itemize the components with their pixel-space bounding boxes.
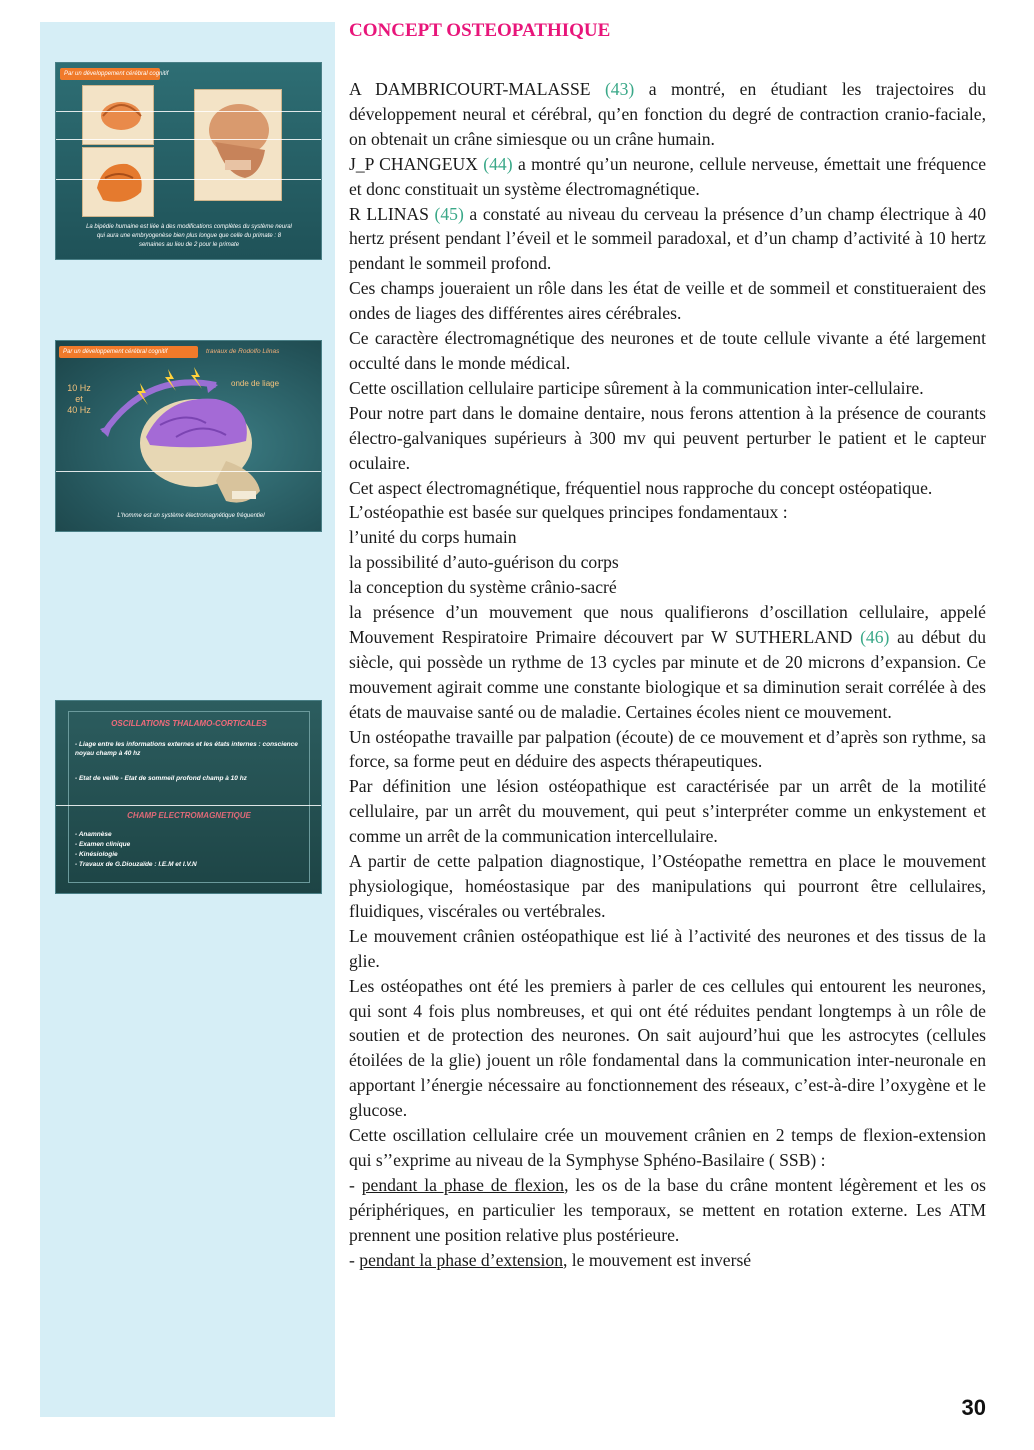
citation-link: (44) <box>483 153 513 174</box>
paragraph: - pendant la phase de flexion, les os de la base du crâne montent légèrement et les os périphériques, en particulier les temporaux, se mettent en rotation externe. Les ATM prennent une position relative plus postérieure. <box>349 1174 986 1245</box>
principle-item: l’unité du corps humain <box>349 527 517 548</box>
paragraph: - pendant la phase d’extension, le mouvement est inversé <box>349 1249 752 1270</box>
main-content <box>349 18 986 1273</box>
paragraph: J_P CHANGEUX (44) a montré qu’un neurone, cellule nerveuse, émettait une fréquence et donc constituait un système électromagnétique. <box>349 153 986 199</box>
slide-title: Par un développement cérébral cognitif <box>59 346 198 358</box>
paragraph: la présence d’un mouvement que nous qualifierons d’oscillation cellulaire, appelé Mouvement Respiratoire Primaire découvert par W SUTHERLAND (46) au début du siècle, qui possède un rythme de 13 cycles par minute et de 20 microns d’expansion. Ce mouvement agirait comme une constante biologique et sa diminution serait corrélée à des états de mauvaise santé ou de maladie. Certaines écoles nient ce mouvement. <box>349 602 986 722</box>
skull-brain-illustration <box>56 341 321 531</box>
paragraph: Ces champs joueraient un rôle dans les état de veille et de sommeil et constitueraient des ondes de liages des différentes aires cérébrales. <box>349 278 986 324</box>
underlined-phrase: pendant la phase de flexion <box>361 1174 565 1195</box>
paragraph: L’ostéopathie est basée sur quelques principes fondamentaux : <box>349 502 788 523</box>
hz-line-1: 10 Hz <box>67 383 91 393</box>
brain-illustration <box>83 148 153 216</box>
list-item: - Kinésiologie <box>75 851 118 858</box>
list-item: - Examen clinique <box>75 841 131 848</box>
skull-illustration <box>195 90 281 200</box>
page-number: 30 <box>961 1395 986 1420</box>
paragraph: Cette oscillation cellulaire crée un mouvement crânien en 2 temps de flexion-extension qui s’’exprime au niveau de la Symphyse Sphéno-Basilaire ( SSB) : <box>349 1125 986 1170</box>
embryo-panel-top <box>82 85 154 145</box>
paragraph: A partir de cette palpation diagnostique, l’Ostéopathe remettra en place le mouvement physiologique, homéostasique par des manipulations qui pourront être cellulaires, fluidiques, viscérales ou vertébrales. <box>349 851 986 921</box>
slide-title: OSCILLATIONS THALAMO-CORTICALES <box>111 719 267 728</box>
citation-link: (45) <box>434 203 464 224</box>
list-item: - Anamnèse <box>75 831 112 838</box>
hz-line-2: et <box>75 394 83 404</box>
slide-credit: travaux de Rodolfo Llinas <box>206 348 280 355</box>
citation-link: (43) <box>604 79 635 99</box>
slide-frame <box>68 711 310 883</box>
article-body <box>349 77 986 1273</box>
slide-cerebral-development <box>55 62 322 260</box>
citation-link: (46) <box>860 626 890 647</box>
slide-list <box>75 830 197 870</box>
paragraph: Pour notre part dans le domaine dentaire, nous ferons attention à la présence de courants électro-galvaniques supérieurs à 300 mv qui peuvent perturber le patient et le capteur oculaire. <box>349 402 986 473</box>
paragraph: A DAMBRICOURT-MALASSE (43) a montré, en étudiant les trajectoires du développement neural et cérébral, qu’en fonction du degré de contraction cranio-faciale, on obtenait un crâne simiesque ou un crâne humain. <box>349 79 986 149</box>
paragraph: Cette oscillation cellulaire participe sûrement à la communication inter-cellulaire. <box>349 377 924 398</box>
paragraph: Les ostéopathes ont été les premiers à parler de ces cellules qui entourent les neurones, qui sont 4 fois plus nombreuses, et qui ont été réduites pendant longtemps à un rôle de soutien et de protection des neurones. On sait aujourd’hui que les astrocytes (cellules étoilées de la glie) jouent un rôle fondamental dans la communication inter-neuronale en apportant l’énergie nécessaire au fonctionnement des réseaux, c’est-à-dire l’oxygène et le glucose. <box>349 975 986 1121</box>
slide-item-1: - Liage entre les informations externes et les états internes : conscience noyau champ à 40 hz <box>75 741 298 757</box>
principle-item: la conception du système crânio-sacré <box>349 577 617 598</box>
paragraph: R LLINAS (45) a constaté au niveau du cerveau la présence d’un champ électrique à 40 hertz présent pendant l’éveil et le sommeil paradoxal, et d’un champ d’activité à 10 hertz pendant le sommeil profond. <box>349 203 986 274</box>
list-item: - Travaux de G.Diouzaïde : I.E.M et I.V.N <box>75 861 197 868</box>
paragraph: Un ostéopathe travaille par palpation (écoute) de ce mouvement et d’après son rythme, sa force, sa forme peut en déduire des aspects thérapeutiques. <box>349 726 986 772</box>
wave-label: onde de liage <box>231 379 280 388</box>
section-heading: CONCEPT OSTEOPATHIQUE <box>349 20 611 41</box>
paragraph: Par définition une lésion ostéopathique est caractérisée par un arrêt de la motilité cellulaire, par un arrêt du mouvement, qui peut s’interpréter comme un enkystement et comme un arrêt de la communication intercellulaire. <box>349 776 986 847</box>
embryo-panel-bottom <box>82 147 154 217</box>
slide-brain-waves <box>55 340 322 532</box>
slide-subtitle: CHAMP ELECTROMAGNETIQUE <box>127 811 251 820</box>
slide-oscillations <box>55 700 322 894</box>
embryo-illustration <box>83 86 153 144</box>
slide-caption: L'homme est un système électromagnétique fréquentiel <box>117 513 265 519</box>
paragraph: Ce caractère électromagnétique des neurones et de toute cellule vivante a été largement occulté dans le monde médical. <box>349 328 986 373</box>
paragraph: Le mouvement crânien ostéopathique est lié à l’activité des neurones et des tissus de la glie. <box>349 925 986 971</box>
slide-item-2: - Etat de veille - Etat de sommeil profond champ à 10 hz <box>75 775 247 782</box>
slide-title: Par un développement cérébral cognitif <box>60 68 160 80</box>
principle-item: la possibilité d’auto-guérison du corps <box>349 552 619 573</box>
skull-panel <box>194 89 282 201</box>
paragraph: Cet aspect électromagnétique, fréquentiel nous rapproche du concept ostéopatique. <box>349 477 933 498</box>
slide-caption: La bipédie humaine est liée à des modifications complètes du système neural qui aura une embryogenèse bien plus longue que celle du primate : 8 semaines au lieu de 2 pour le primate <box>86 224 292 248</box>
hz-line-3: 40 Hz <box>67 405 91 415</box>
underlined-phrase: pendant la phase d’extension <box>359 1249 563 1270</box>
